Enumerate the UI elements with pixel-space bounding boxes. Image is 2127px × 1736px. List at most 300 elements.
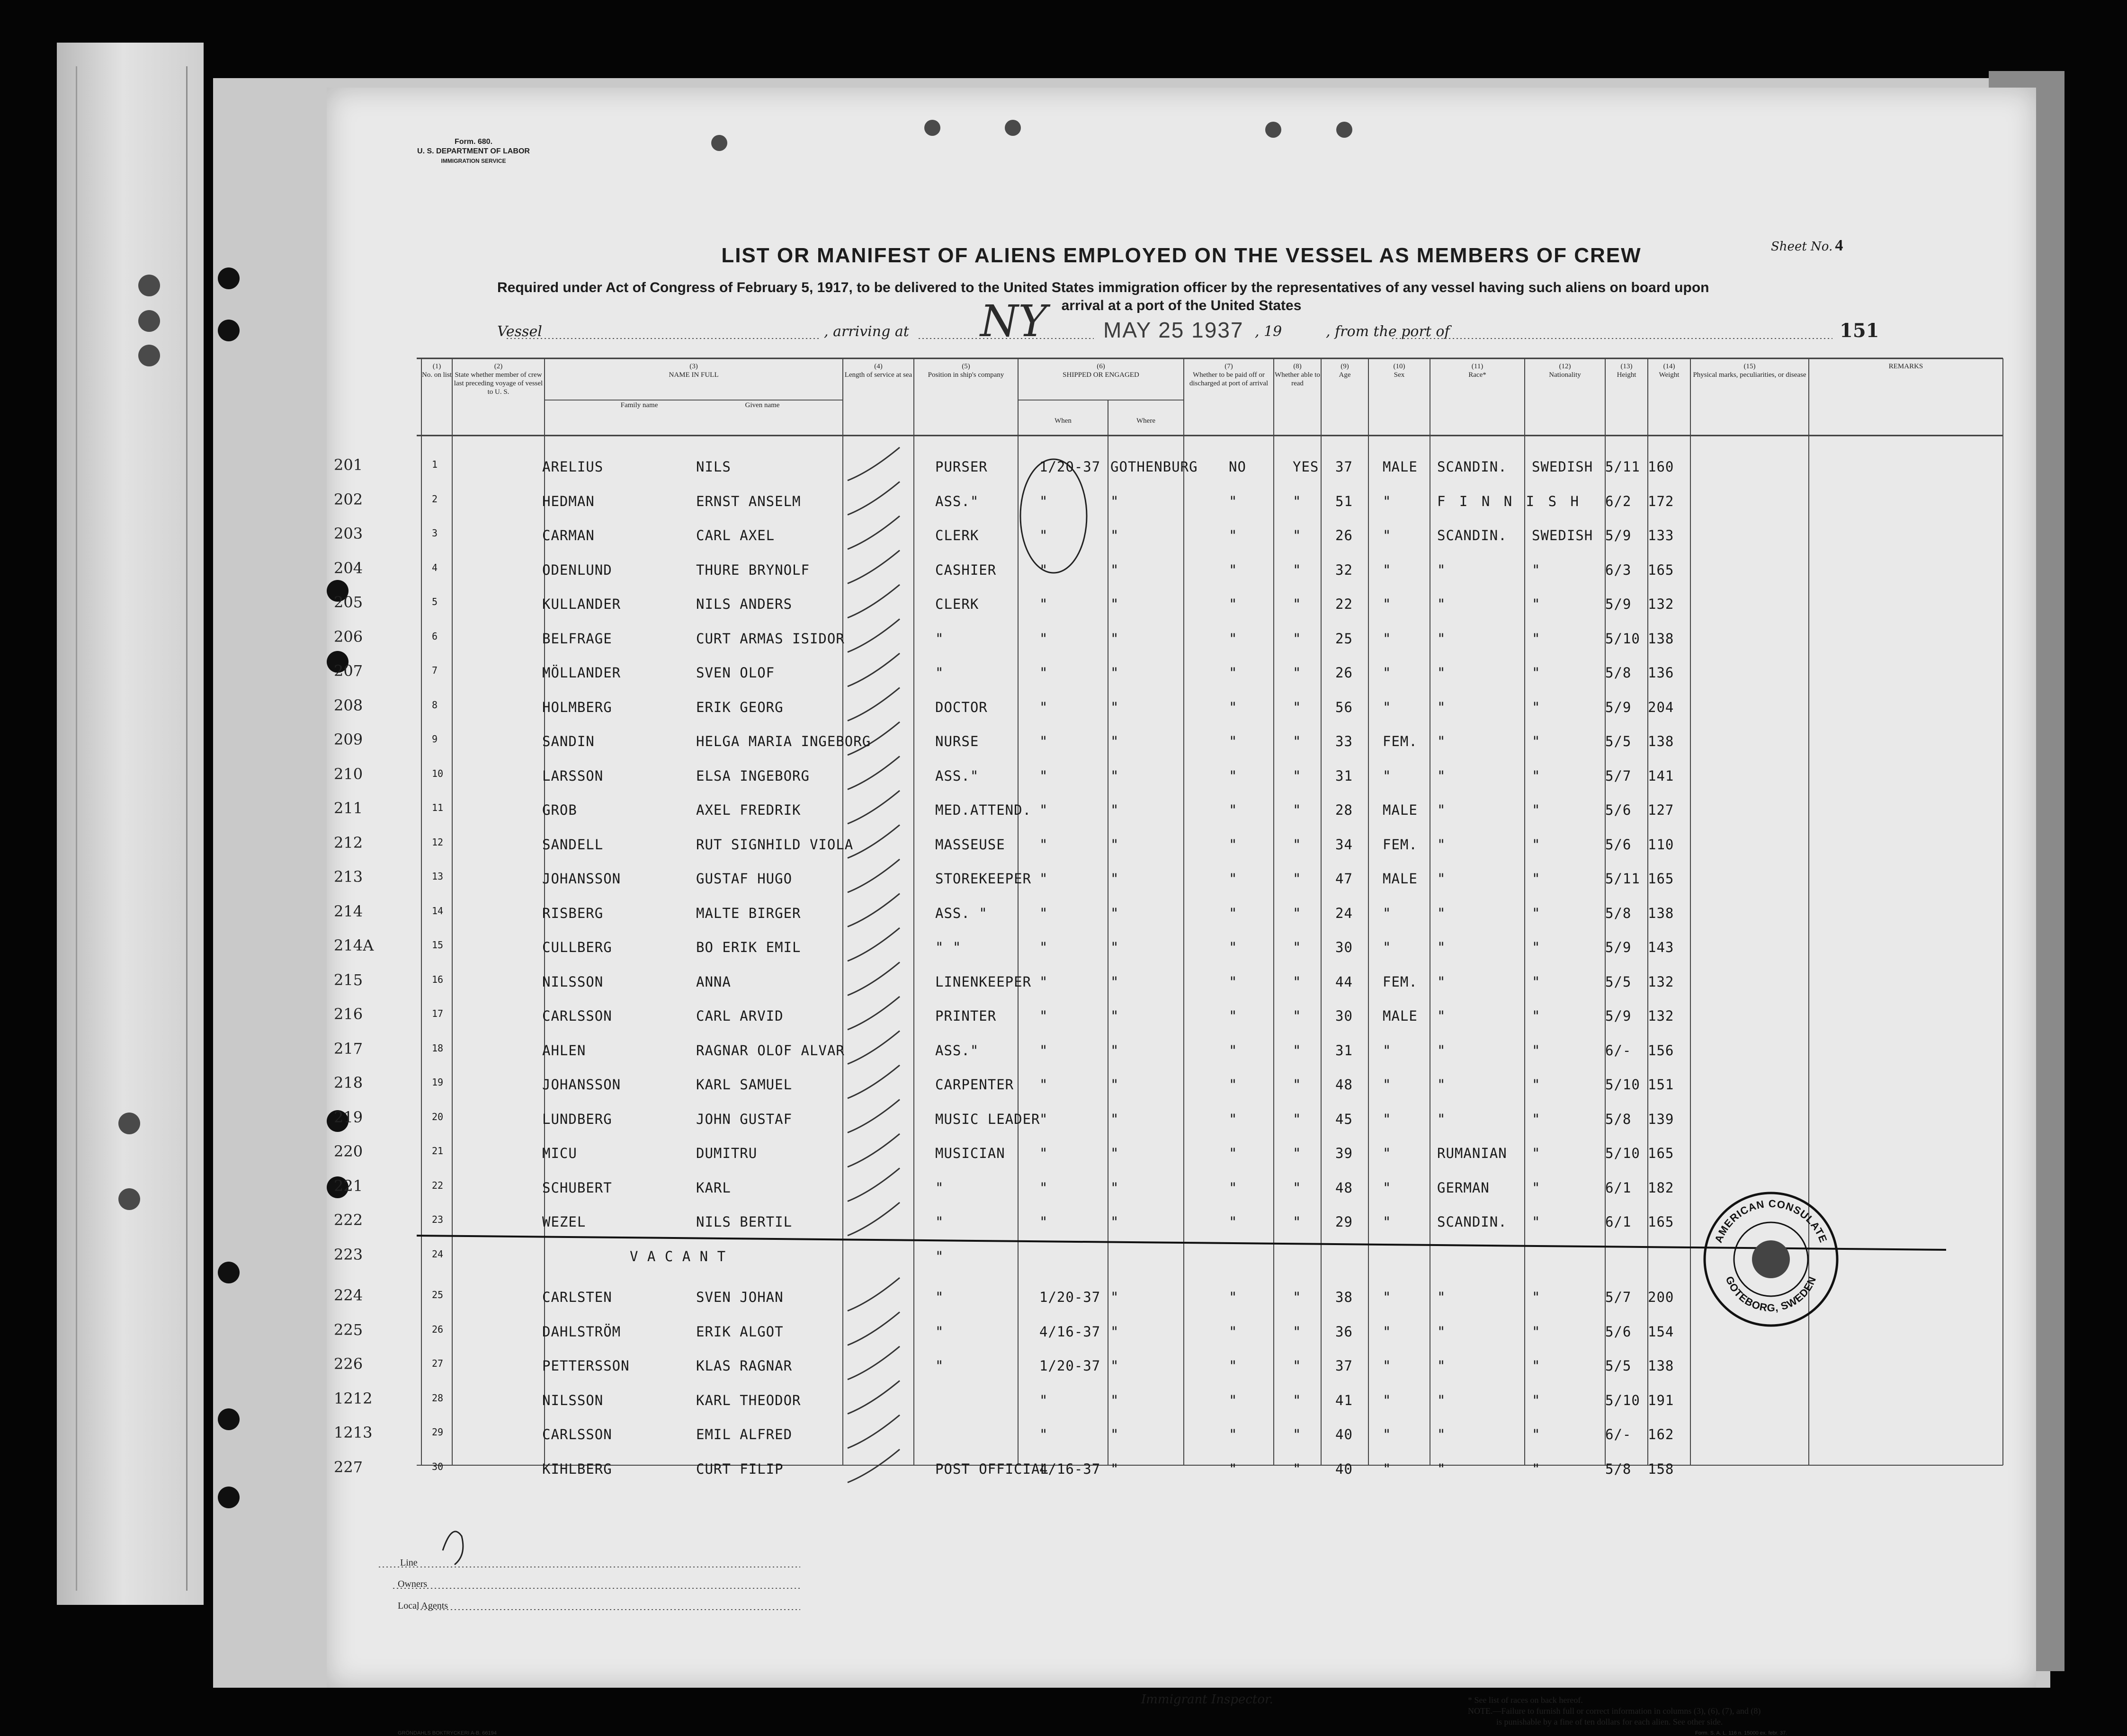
cell-race: GERMAN xyxy=(1437,1179,1490,1196)
cell-weight: 132 xyxy=(1648,596,1674,612)
cell-family-name: KIHLBERG xyxy=(542,1460,612,1477)
cell-race: " xyxy=(1437,905,1446,921)
cell-family-name: MÖLLANDER xyxy=(542,665,621,681)
cell-age: 48 xyxy=(1335,1179,1353,1196)
cell-able-to-read: " xyxy=(1293,493,1302,509)
cell-paid-off: NO xyxy=(1229,459,1246,475)
cell-able-to-read: " xyxy=(1293,596,1302,612)
cell-given-name: CARL AXEL xyxy=(696,527,775,543)
cell-paid-off: " xyxy=(1229,1323,1238,1340)
cell-race: " xyxy=(1437,1111,1446,1127)
cell-paid-off: " xyxy=(1229,665,1238,681)
cell-race: " xyxy=(1437,1077,1446,1093)
cell-able-to-read: " xyxy=(1293,1358,1302,1374)
cell-given-name: NILS xyxy=(696,459,731,475)
cell-family-name: ARELIUS xyxy=(542,459,604,475)
cell-list-number: 30 xyxy=(432,1460,444,1472)
cell-given-name: ERIK ALGOT xyxy=(696,1323,784,1340)
cell-able-to-read: " xyxy=(1293,1323,1302,1340)
cell-height: 5/7 xyxy=(1605,767,1632,784)
page-number: 151 xyxy=(1840,320,1879,342)
immigrant-inspector-label: Immigrant Inspector. xyxy=(1141,1692,1273,1707)
cell-paid-off: " xyxy=(1229,1392,1238,1408)
cell-sex: " xyxy=(1383,561,1392,578)
cell-paid-off: " xyxy=(1229,561,1238,578)
cell-able-to-read: " xyxy=(1293,1042,1302,1059)
cell-list-number: 27 xyxy=(432,1358,444,1369)
table-row xyxy=(327,830,2003,864)
cell-family-name: SANDELL xyxy=(542,836,604,853)
column-header-12 xyxy=(1525,362,1605,379)
cell-height: 5/6 xyxy=(1605,802,1632,818)
cell-able-to-read: " xyxy=(1293,733,1302,749)
cell-race: " xyxy=(1437,561,1446,578)
column-number: (2) xyxy=(494,363,503,370)
cell-shipped-where: " xyxy=(1110,493,1119,509)
cell-age: 26 xyxy=(1335,665,1353,681)
cell-weight: 138 xyxy=(1648,733,1674,749)
cell-able-to-read: " xyxy=(1293,767,1302,784)
cell-shipped-when: " xyxy=(1039,1179,1048,1196)
cell-age: 24 xyxy=(1335,905,1353,921)
cell-height: 5/9 xyxy=(1605,939,1632,955)
cell-weight: 139 xyxy=(1648,1111,1674,1127)
cell-sex: FEM. xyxy=(1383,733,1418,749)
cell-given-name: THURE BRYNOLF xyxy=(696,561,810,578)
cell-shipped-where: " xyxy=(1110,1358,1119,1374)
cell-sex: " xyxy=(1383,630,1392,647)
column-label: Whether to be paid off or discharged at port of arrival xyxy=(1189,371,1269,387)
cell-ref-number: 214 xyxy=(334,902,363,920)
cell-shipped-when: " xyxy=(1039,527,1048,543)
cell-height: 5/10 xyxy=(1605,1392,1640,1408)
cell-able-to-read: " xyxy=(1293,1145,1302,1161)
arrival-date-stamp: MAY 25 1937 xyxy=(1103,318,1244,342)
cell-shipped-where: " xyxy=(1110,1042,1119,1059)
cell-weight: 136 xyxy=(1648,665,1674,681)
cell-height: 5/9 xyxy=(1605,1008,1632,1024)
cell-age: 56 xyxy=(1335,699,1353,715)
cell-age: 33 xyxy=(1335,733,1353,749)
cell-able-to-read: " xyxy=(1293,630,1302,647)
cell-nationality: SWEDISH xyxy=(1532,527,1593,543)
cell-nationality: " xyxy=(1532,973,1541,990)
cell-family-name: CARLSSON xyxy=(542,1426,612,1442)
cell-shipped-when: 1/20-37 xyxy=(1039,459,1101,475)
column-label: No. on list xyxy=(422,371,452,379)
cell-family-name: HOLMBERG xyxy=(542,699,612,715)
cell-nationality: " xyxy=(1532,699,1541,715)
cell-list-number: 3 xyxy=(432,527,438,539)
cell-shipped-where: " xyxy=(1110,939,1119,955)
cell-nationality: " xyxy=(1532,1358,1541,1374)
cell-position: " xyxy=(935,1358,944,1374)
cell-able-to-read: " xyxy=(1293,905,1302,921)
from-port-label: , from the port of xyxy=(1326,323,1450,340)
cell-family-name: ODENLUND xyxy=(542,561,612,578)
cell-shipped-when: " xyxy=(1039,596,1048,612)
cell-race: " xyxy=(1437,1358,1446,1374)
cell-race: " xyxy=(1437,1392,1446,1408)
cell-given-name: JOHN GUSTAF xyxy=(696,1111,793,1127)
cell-ref-number: 210 xyxy=(334,765,363,783)
cell-shipped-where: " xyxy=(1110,1289,1119,1305)
cell-paid-off: " xyxy=(1229,630,1238,647)
cell-sex: MALE xyxy=(1383,802,1418,818)
cell-race: " xyxy=(1437,596,1446,612)
column-header-13 xyxy=(1605,362,1648,379)
cell-sex: " xyxy=(1383,905,1392,921)
local-agents-label: Local Agents xyxy=(398,1601,448,1611)
cell-position: " " xyxy=(935,939,962,955)
cell-shipped-where: " xyxy=(1110,1008,1119,1024)
cell-position: ASS." xyxy=(935,1042,979,1059)
cell-ref-number: 1213 xyxy=(334,1424,373,1442)
cell-paid-off: " xyxy=(1229,871,1238,887)
cell-weight: 143 xyxy=(1648,939,1674,955)
cell-nationality: " xyxy=(1532,1392,1541,1408)
column-header-9 xyxy=(1321,362,1368,379)
cell-list-number: 21 xyxy=(432,1145,444,1157)
department-name: U. S. DEPARTMENT OF LABOR xyxy=(417,147,530,155)
table-row xyxy=(327,761,2003,796)
cell-paid-off: " xyxy=(1229,836,1238,853)
service-name: IMMIGRATION SERVICE xyxy=(441,158,506,164)
cell-sex: " xyxy=(1383,1426,1392,1442)
cell-shipped-where: " xyxy=(1110,1111,1119,1127)
cell-family-name: LARSSON xyxy=(542,767,604,784)
cell-weight: 154 xyxy=(1648,1323,1674,1340)
column-label: State whether member of crew last preceding voyage of vessel to U. S. xyxy=(454,371,543,396)
cell-age: 51 xyxy=(1335,493,1353,509)
owners-label: Owners xyxy=(398,1579,428,1589)
cell-able-to-read: " xyxy=(1293,973,1302,990)
table-row xyxy=(327,1001,2003,1036)
cell-able-to-read: " xyxy=(1293,1214,1302,1230)
table-row xyxy=(327,1351,2003,1386)
cell-paid-off: " xyxy=(1229,1179,1238,1196)
cell-weight: 127 xyxy=(1648,802,1674,818)
cell-position: STOREKEEPER xyxy=(935,871,1032,887)
cell-ref-number: 225 xyxy=(334,1320,363,1339)
cell-race: " xyxy=(1437,1323,1446,1340)
punch-hole xyxy=(218,267,240,289)
cell-ref-number: 204 xyxy=(334,559,363,577)
cell-paid-off: " xyxy=(1229,905,1238,921)
cell-position: CLERK xyxy=(935,596,979,612)
cell-given-name: EMIL ALFRED xyxy=(696,1426,793,1442)
cell-race: " xyxy=(1437,836,1446,853)
cell-age: 37 xyxy=(1335,1358,1353,1374)
cell-nationality: " xyxy=(1532,871,1541,887)
cell-race: " xyxy=(1437,802,1446,818)
cell-nationality: " xyxy=(1532,630,1541,647)
table-row xyxy=(327,864,2003,899)
cell-shipped-where: " xyxy=(1110,1460,1119,1477)
cell-list-number: 26 xyxy=(432,1323,444,1335)
cell-nationality: " xyxy=(1532,802,1541,818)
cell-given-name: DUMITRU xyxy=(696,1145,758,1161)
cell-list-number: 8 xyxy=(432,699,438,711)
column-number: (1) xyxy=(432,363,441,370)
cell-nationality: " xyxy=(1532,1145,1541,1161)
cell-shipped-where: " xyxy=(1110,973,1119,990)
cell-paid-off: " xyxy=(1229,493,1238,509)
cell-paid-off: " xyxy=(1229,733,1238,749)
cell-position: MASSEUSE xyxy=(935,836,1005,853)
cell-ref-number: 221 xyxy=(334,1176,363,1195)
cell-ref-number: 209 xyxy=(334,730,363,748)
cell-given-name: GUSTAF HUGO xyxy=(696,871,793,887)
cell-shipped-when: " xyxy=(1039,561,1048,578)
cell-shipped-when: " xyxy=(1039,871,1048,887)
table-row xyxy=(327,933,2003,967)
column-number: (8) xyxy=(1293,363,1302,370)
cell-list-number: 9 xyxy=(432,733,438,745)
cell-shipped-when: " xyxy=(1039,802,1048,818)
cell-list-number: 7 xyxy=(432,665,438,676)
cell-shipped-when: " xyxy=(1039,1426,1048,1442)
cell-age: 40 xyxy=(1335,1460,1353,1477)
cell-age: 45 xyxy=(1335,1111,1353,1127)
cell-age: 37 xyxy=(1335,459,1353,475)
cell-list-number: 15 xyxy=(432,939,444,951)
cell-shipped-where: " xyxy=(1110,767,1119,784)
cell-sex: " xyxy=(1383,939,1392,955)
cell-race: F I N N I S H xyxy=(1437,493,1582,509)
cell-weight: 165 xyxy=(1648,561,1674,578)
cell-shipped-where: " xyxy=(1110,1179,1119,1196)
cell-given-name: SVEN OLOF xyxy=(696,665,775,681)
cell-given-name: KARL THEODOR xyxy=(696,1392,801,1408)
cell-weight: 133 xyxy=(1648,527,1674,543)
column-label: NAME IN FULL xyxy=(669,371,719,379)
column-number: (10) xyxy=(1393,363,1405,370)
cell-paid-off: " xyxy=(1229,1111,1238,1127)
column-number: (12) xyxy=(1559,363,1571,370)
cell-age: 34 xyxy=(1335,836,1353,853)
cell-race: " xyxy=(1437,871,1446,887)
table-row xyxy=(327,1070,2003,1104)
cell-position: POST OFFICIAL xyxy=(935,1460,1049,1477)
cell-nationality: SWEDISH xyxy=(1532,459,1593,475)
cell-shipped-when: " xyxy=(1039,973,1048,990)
subheader-family-name: Family name xyxy=(620,401,658,409)
cell-nationality: " xyxy=(1532,767,1541,784)
column-number: (11) xyxy=(1471,363,1484,370)
cell-nationality: " xyxy=(1532,1179,1541,1196)
cell-paid-off: " xyxy=(1229,802,1238,818)
cell-list-number: 11 xyxy=(432,802,444,813)
cell-shipped-when: " xyxy=(1039,905,1048,921)
cell-position: PRINTER xyxy=(935,1008,997,1024)
cell-list-number: 20 xyxy=(432,1111,444,1122)
cell-family-name: KULLANDER xyxy=(542,596,621,612)
cell-shipped-where: " xyxy=(1110,1145,1119,1161)
cell-paid-off: " xyxy=(1229,596,1238,612)
cell-family-name: LUNDBERG xyxy=(542,1111,612,1127)
cell-able-to-read: " xyxy=(1293,561,1302,578)
column-number: (6) xyxy=(1097,363,1105,370)
cell-given-name: KARL SAMUEL xyxy=(696,1077,793,1093)
cell-family-name: JOHANSSON xyxy=(542,1077,621,1093)
cell-race: " xyxy=(1437,1460,1446,1477)
form-number: Form. 680. xyxy=(454,138,493,146)
column-number: (14) xyxy=(1663,363,1675,370)
cell-nationality: " xyxy=(1532,561,1541,578)
cell-position: PURSER xyxy=(935,459,988,475)
cell-shipped-when: 4/16-37 xyxy=(1039,1323,1101,1340)
cell-shipped-where: " xyxy=(1110,871,1119,887)
cell-position: " xyxy=(935,1179,944,1196)
cell-ref-number: 218 xyxy=(334,1074,363,1092)
cell-height: 5/11 xyxy=(1605,459,1640,475)
cell-height: 5/9 xyxy=(1605,527,1632,543)
cell-age: 32 xyxy=(1335,561,1353,578)
cell-paid-off: " xyxy=(1229,973,1238,990)
column-header-15 xyxy=(1690,362,1809,379)
cell-weight: 165 xyxy=(1648,1214,1674,1230)
column-header-16 xyxy=(1809,362,2003,371)
cell-shipped-when: 1/20-37 xyxy=(1039,1358,1101,1374)
cell-position: CASHIER xyxy=(935,561,997,578)
cell-height: 5/11 xyxy=(1605,871,1640,887)
cell-weight: 151 xyxy=(1648,1077,1674,1093)
cell-race: " xyxy=(1437,973,1446,990)
cell-nationality: " xyxy=(1532,1008,1541,1024)
cell-shipped-where: " xyxy=(1110,1214,1119,1230)
cell-nationality: " xyxy=(1532,1426,1541,1442)
cell-given-name: ELSA INGEBORG xyxy=(696,767,810,784)
cell-shipped-where: " xyxy=(1110,699,1119,715)
cell-list-number: 18 xyxy=(432,1042,444,1054)
cell-position: " xyxy=(935,1323,944,1340)
cell-ref-number: 220 xyxy=(334,1142,363,1160)
cell-position: " xyxy=(935,630,944,647)
cell-shipped-where: " xyxy=(1110,1077,1119,1093)
cell-height: 5/10 xyxy=(1605,1145,1640,1161)
cell-family-name: CULLBERG xyxy=(542,939,612,955)
cell-able-to-read: " xyxy=(1293,802,1302,818)
column-label: Nationality xyxy=(1549,371,1581,379)
cell-able-to-read: " xyxy=(1293,1289,1302,1305)
cell-shipped-where: " xyxy=(1110,905,1119,921)
cell-family-name: NILSSON xyxy=(542,973,604,990)
cell-list-number: 1 xyxy=(432,459,438,470)
cell-age: 31 xyxy=(1335,767,1353,784)
cell-age: 40 xyxy=(1335,1426,1353,1442)
table-row xyxy=(327,1454,2003,1489)
cell-shipped-where: " xyxy=(1110,802,1119,818)
cell-height: 6/- xyxy=(1605,1042,1632,1059)
cell-list-number: 17 xyxy=(432,1008,444,1019)
cell-ref-number: 207 xyxy=(334,662,363,680)
cell-able-to-read: YES xyxy=(1293,459,1319,475)
manifest-page xyxy=(327,88,2036,1736)
cell-weight: 172 xyxy=(1648,493,1674,509)
cell-given-name: CURT FILIP xyxy=(696,1460,784,1477)
cell-given-name: KARL xyxy=(696,1179,731,1196)
cell-given-name: ANNA xyxy=(696,973,731,990)
column-number: (7) xyxy=(1224,363,1233,370)
subheader-given-name: Given name xyxy=(745,401,780,409)
column-number: (3) xyxy=(689,363,698,370)
cell-ref-number: 206 xyxy=(334,627,363,646)
cell-sex: " xyxy=(1383,1392,1392,1408)
cell-sex: " xyxy=(1383,527,1392,543)
cell-family-name: V A C A N T xyxy=(630,1248,726,1264)
cell-nationality: " xyxy=(1532,596,1541,612)
cell-age: 47 xyxy=(1335,871,1353,887)
cell-given-name: NILS ANDERS xyxy=(696,596,793,612)
cell-position: LINENKEEPER xyxy=(935,973,1032,990)
cell-sex: " xyxy=(1383,1323,1392,1340)
cell-shipped-when: " xyxy=(1039,1077,1048,1093)
punch-hole xyxy=(138,275,160,296)
cell-position: ASS." xyxy=(935,767,979,784)
cell-family-name: NILSSON xyxy=(542,1392,604,1408)
cell-sex: " xyxy=(1383,1042,1392,1059)
cell-race: SCANDIN. xyxy=(1437,459,1507,475)
cell-height: 5/10 xyxy=(1605,1077,1640,1093)
cell-shipped-when: " xyxy=(1039,1042,1048,1059)
penalty-note: NOTE.—Failure to furnish full or correct information in columns (3), (6), (7), and (8) xyxy=(1468,1706,1761,1716)
table-row xyxy=(327,624,2003,659)
cell-ref-number: 203 xyxy=(334,525,363,543)
cell-family-name: CARLSTEN xyxy=(542,1289,612,1305)
races-note: * See list of races on back hereof. xyxy=(1468,1695,1583,1705)
cell-weight: 182 xyxy=(1648,1179,1674,1196)
column-header-7 xyxy=(1184,362,1274,388)
cell-height: 6/1 xyxy=(1605,1179,1632,1196)
table-row xyxy=(327,795,2003,830)
cell-given-name: KLAS RAGNAR xyxy=(696,1358,793,1374)
cell-given-name: ERNST ANSELM xyxy=(696,493,801,509)
cell-weight: 138 xyxy=(1648,905,1674,921)
column-header-2 xyxy=(452,362,545,396)
column-label: Race* xyxy=(1468,371,1486,379)
table-row xyxy=(327,452,2003,487)
cell-race: " xyxy=(1437,630,1446,647)
cell-family-name: SCHUBERT xyxy=(542,1179,612,1196)
cell-shipped-when: " xyxy=(1039,665,1048,681)
cell-height: 6/- xyxy=(1605,1426,1632,1442)
cell-ref-number: 201 xyxy=(334,456,363,474)
cell-shipped-where: " xyxy=(1110,1323,1119,1340)
cell-paid-off: " xyxy=(1229,1214,1238,1230)
cell-ref-number: 219 xyxy=(334,1108,363,1126)
cell-nationality: " xyxy=(1532,1289,1541,1305)
cell-paid-off: " xyxy=(1229,1042,1238,1059)
cell-height: 5/5 xyxy=(1605,973,1632,990)
cell-shipped-when: " xyxy=(1039,1111,1048,1127)
cell-shipped-when: " xyxy=(1039,836,1048,853)
cell-family-name: CARLSSON xyxy=(542,1008,612,1024)
cell-sex: " xyxy=(1383,1358,1392,1374)
vessel-label: Vessel xyxy=(497,323,542,340)
cell-ref-number: 211 xyxy=(334,799,363,817)
cell-ref-number: 226 xyxy=(334,1355,363,1373)
table-row xyxy=(327,899,2003,933)
cell-list-number: 19 xyxy=(432,1077,444,1088)
column-header-14 xyxy=(1648,362,1690,379)
cell-position: MUSICIAN xyxy=(935,1145,1005,1161)
cell-paid-off: " xyxy=(1229,1077,1238,1093)
table-row xyxy=(327,727,2003,761)
cell-list-number: 4 xyxy=(432,561,438,573)
cell-shipped-when: " xyxy=(1039,1145,1048,1161)
seal-top-text: AMERICAN CONSULATE xyxy=(1712,1197,1830,1245)
